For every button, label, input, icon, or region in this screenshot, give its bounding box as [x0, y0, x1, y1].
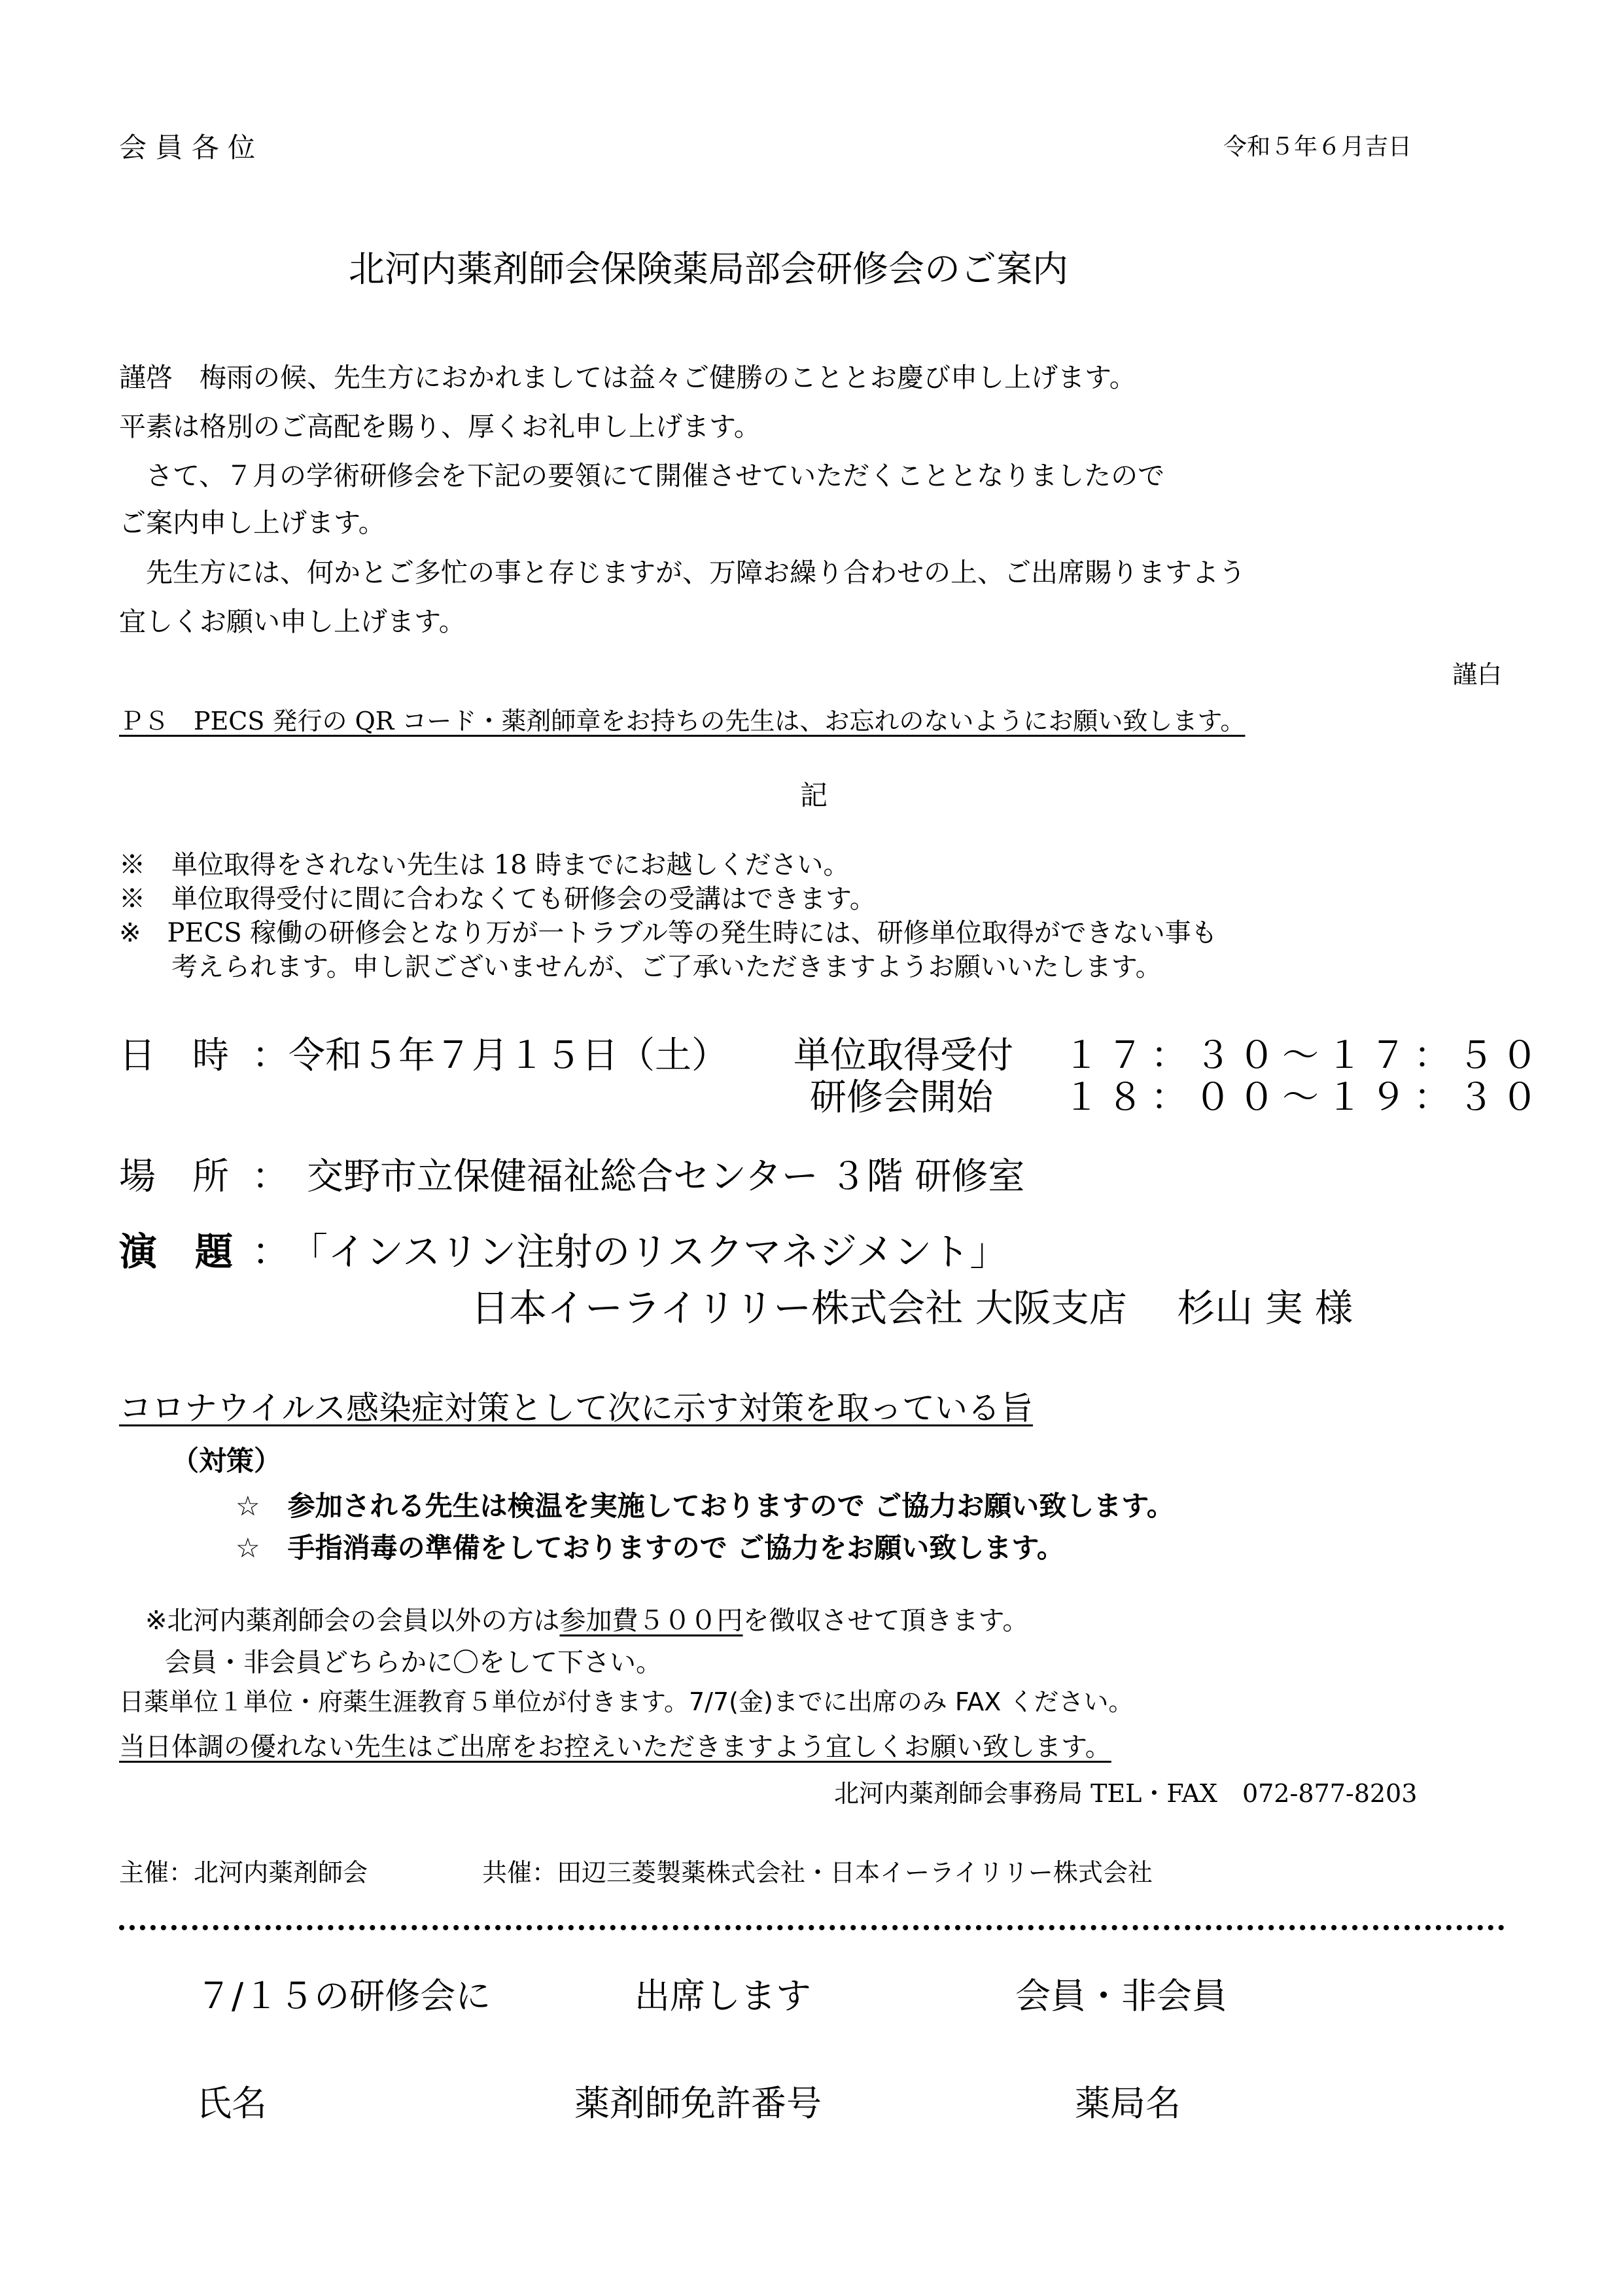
closing-word: 謹白 — [1452, 660, 1503, 689]
form-date-label: ７/１５の研修会に — [196, 1975, 491, 2017]
greeting-line: さて、７月の学術研修会を下記の要領にて開催させていただくこととなりましたので — [119, 460, 1165, 491]
greeting-line: ご案内申し上げます。 — [119, 507, 385, 539]
name-field-label[interactable]: 氏名 — [196, 2083, 267, 2124]
notice-line: ※ PECS 稼働の研修会となり万が一トラブル等の発生時には、研修単位取得ができない事も — [119, 918, 1217, 948]
fee-notice — [145, 1608, 1028, 1634]
cut-line-divider — [119, 1925, 1505, 1930]
fee-prefix: ※北河内薬剤師会の会員以外の方は — [145, 1606, 560, 1636]
topic-label: 演 題 — [119, 1229, 234, 1274]
credit-notice: 日薬単位１単位・府薬生涯教育５単位が付きます。7/7(金)までに出席のみ FAX ください。 — [119, 1687, 1134, 1716]
venue-label: 場 所 — [119, 1156, 229, 1198]
office-contact: 北河内薬剤師会事務局 TEL・FAX 072-877-8203 — [834, 1779, 1418, 1808]
greeting-line: 平素は格別のご高配を賜り、厚くお礼申し上げます。 — [119, 411, 761, 442]
covid-measure-item: ☆ 参加される先生は検温を実施しておりますので ご協力お願い致します。 — [236, 1490, 1174, 1522]
attend-option[interactable]: 出席します — [635, 1975, 811, 2017]
schedule-label: 日 時 — [119, 1034, 229, 1077]
ki-marker: 記 — [800, 779, 828, 811]
covid-measure-item: ☆ 手指消毒の準備をしておりますので ご協力をお願い致します。 — [236, 1532, 1064, 1564]
topic-title: ： 「インスリン注射のリスクマネジメント」 — [252, 1229, 1008, 1274]
reception-label: 単位取得受付 — [794, 1034, 1013, 1077]
health-notice: 当日体調の優れない先生はご出席をお控えいただきますよう宜しくお願い致します。 — [119, 1732, 1111, 1762]
addressee: 会 員 各 位 — [119, 132, 256, 164]
host-organizer: 主催：北河内薬剤師会 — [119, 1858, 368, 1887]
license-field-label[interactable]: 薬剤師免許番号 — [574, 2083, 822, 2124]
start-label: 研修会開始 — [810, 1076, 993, 1119]
speaker: 日本イーライリリー株式会社 大阪支店 杉山 実 様 — [471, 1286, 1353, 1330]
notice-line: ※ 単位取得受付に間に合わなくても研修会の受講はできます。 — [119, 884, 876, 914]
event-date: ：令和５年７月１５日（土） — [252, 1034, 728, 1077]
pharmacy-field-label[interactable]: 薬局名 — [1075, 2083, 1181, 2124]
page-title: 北河内薬剤師会保険薬局部会研修会のご案内 — [349, 248, 1069, 290]
cosponsor: 共催：田辺三菱製薬株式会社・日本イーライリリー株式会社 — [482, 1858, 1153, 1887]
fee-amount: 参加費５００円 — [559, 1606, 743, 1636]
reception-time: １７：３０～１７：５０ — [1063, 1034, 1545, 1077]
fee-suffix: を徴収させて頂きます。 — [742, 1606, 1029, 1636]
ps-note: ＰＳ PECS 発行の QR コード・薬剤師章をお持ちの先生は、お忘れのないようにお願い致します。 — [119, 707, 1246, 735]
notice-line: ※ 単位取得をされない先生は 18 時までにお越しください。 — [119, 850, 850, 880]
covid-heading: コロナウイルス感染症対策として次に示す対策を取っている旨 — [119, 1389, 1033, 1427]
greeting-line: 先生方には、何かとご多忙の事と存じますが、万障お繰り合わせの上、ご出席賜りますよう — [119, 557, 1246, 588]
membership-instruction: 会員・非会員どちらかに〇をして下さい。 — [165, 1648, 662, 1678]
greeting-line: 宜しくお願い申し上げます。 — [119, 606, 466, 637]
covid-subheading: （対策） — [171, 1445, 282, 1477]
document-date: 令和５年６月吉日 — [1223, 133, 1412, 160]
membership-option[interactable]: 会員・非会員 — [1015, 1975, 1227, 2017]
start-time: １８：００～１９：３０ — [1063, 1076, 1545, 1119]
greeting-line: 謹啓 梅雨の候、先生方におかれましては益々ご健勝のこととお慶び申し上げます。 — [119, 362, 1136, 393]
notice-line: 考えられます。申し訳ございませんが、ご了承いただきますようお願いいたします。 — [119, 952, 1162, 982]
venue-value: ： 交野市立保健福祉総合センター ３階 研修室 — [252, 1156, 1025, 1198]
